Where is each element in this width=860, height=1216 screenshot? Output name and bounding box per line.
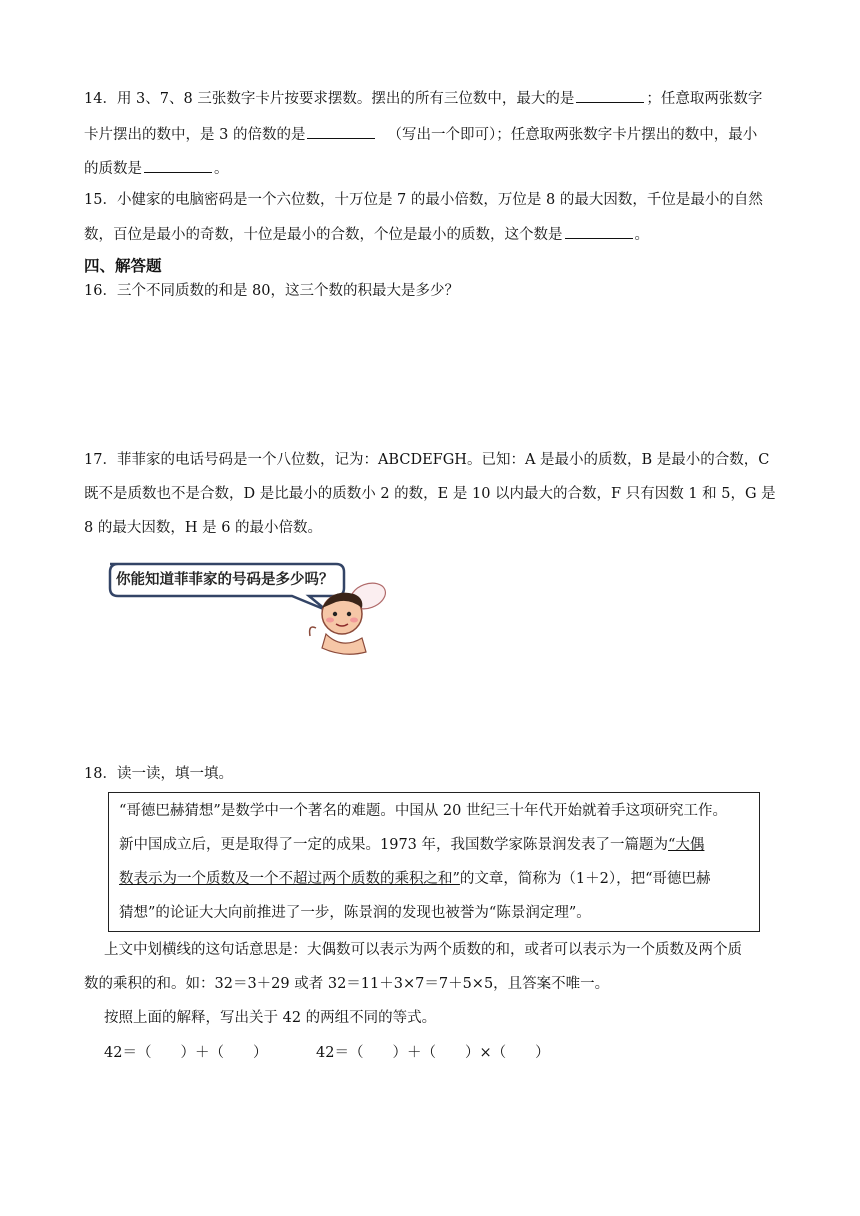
q18-instruction: 按照上面的解释，写出关于 42 的两组不同的等式。 xyxy=(104,1010,437,1026)
q14-line-1 xyxy=(84,88,762,109)
q15-text: 数，百位是最小的奇数，十位是最小的合数，个位是最小的质数，这个数是 xyxy=(84,227,563,243)
q17-line-3: 8 的最大因数，H 是 6 的最小倍数。 xyxy=(84,520,323,536)
section-heading: 四、解答题 xyxy=(84,257,162,275)
q18-explanation-line-2: 数的乘积的和。如：32＝3＋29 或者 32＝11＋3×7＝7＋5×5，且答案不唯一。 xyxy=(84,976,610,992)
q14-text: 卡片摆出的数中，是 3 的倍数的是 xyxy=(84,127,306,143)
q14-line-2 xyxy=(84,124,757,145)
q14-text: 14．用 3、7、8 三张数字卡片按要求摆数。摆出的所有三位数中，最大的是 xyxy=(84,91,575,107)
q14-blank-1[interactable] xyxy=(576,88,644,103)
q14-text: （写出一个即可）；任意取两张数字卡片摆出的数中，最小 xyxy=(387,127,758,143)
speech-bubble-text: 你能知道菲菲家的号码是多少吗？ xyxy=(116,572,334,588)
q17-line-1: 17．菲菲家的电话号码是一个八位数，记为：ABCDEFGH。已知：A 是最小的质数，B 是最小的合数，C xyxy=(84,452,770,468)
passage-underlined-text: 数表示为一个质数及一个不超过两个质数的乘积之和” xyxy=(119,871,460,887)
q16-text: 16．三个不同质数的和是 80，这三个数的积最大是多少？ xyxy=(84,283,460,299)
passage-line-3 xyxy=(119,869,711,889)
q18-intro: 18．读一读，填一填。 xyxy=(84,766,233,782)
q17-line-2: 既不是质数也不是合数，D 是比最小的质数小 2 的数，E 是 10 以内最大的合数，F 只有因数 1 和 5，G 是 xyxy=(84,486,776,502)
reading-passage-box xyxy=(108,792,760,932)
passage-text: 的文章，简称为（1＋2），把“哥德巴赫 xyxy=(459,871,711,887)
q14-text: ；任意取两张数字 xyxy=(646,91,763,107)
q15-line-1: 15．小健家的电脑密码是一个六位数，十万位是 7 的最小倍数，万位是 8 的最大因数，千位是最小的自然 xyxy=(84,192,763,208)
q14-blank-2[interactable] xyxy=(307,124,375,139)
q14-text: 的质数是 xyxy=(84,161,142,177)
passage-line-1: “哥德巴赫猜想”是数学中一个著名的难题。中国从 20 世纪三十年代开始就着手这项研究工作。 xyxy=(119,803,727,819)
passage-line-2 xyxy=(119,835,704,855)
q18-equation-2[interactable]: 42＝（ ）＋（ ）×（ ） xyxy=(316,1045,550,1061)
q18-equation-1[interactable]: 42＝（ ）＋（ ） xyxy=(104,1045,268,1061)
q14-line-3 xyxy=(84,158,229,179)
q14-text: 。 xyxy=(214,161,229,177)
passage-underlined-text: “大偶 xyxy=(668,837,705,853)
q15-text: 。 xyxy=(634,227,649,243)
passage-text: 新中国成立后，更是取得了一定的成果。1973 年，我国数学家陈景润发表了一篇题为 xyxy=(119,837,669,853)
q15-blank[interactable] xyxy=(565,224,633,239)
cartoon-illustration xyxy=(104,558,404,658)
q18-explanation-line-1: 上文中划横线的这句话意思是：大偶数可以表示为两个质数的和，或者可以表示为一个质数及两个质 xyxy=(104,942,742,958)
q15-line-2 xyxy=(84,224,649,245)
passage-line-4: 猜想”的论证大大向前推进了一步，陈景润的发现也被誉为“陈景润定理”。 xyxy=(119,905,591,921)
q14-blank-3[interactable] xyxy=(144,158,212,173)
